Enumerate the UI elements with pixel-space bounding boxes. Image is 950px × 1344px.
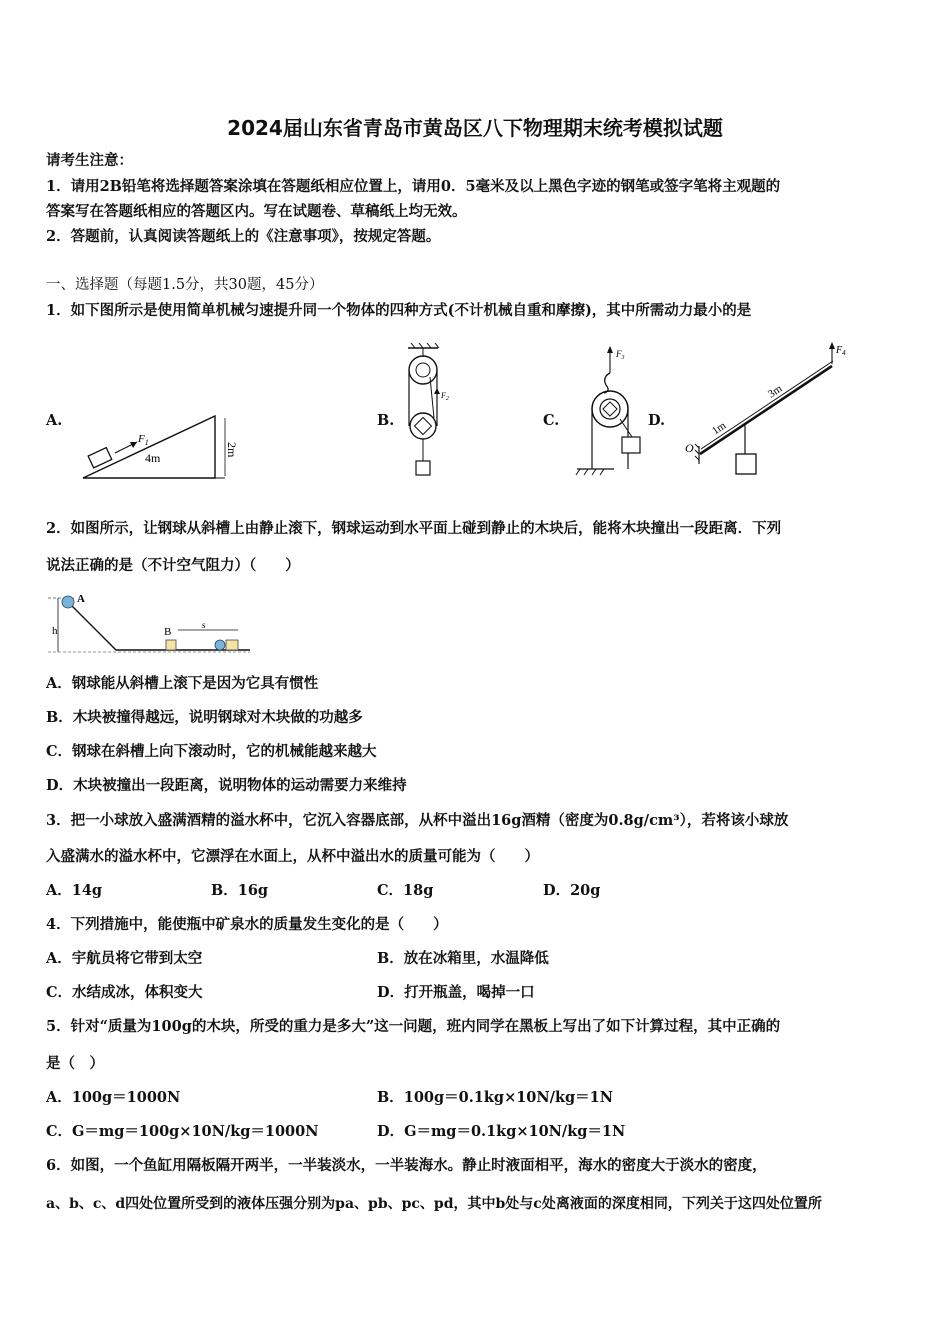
ball-a-label: A <box>77 593 85 605</box>
q4-option-b: B．放在冰箱里，水温降低 <box>377 950 549 967</box>
incline-block <box>88 448 112 468</box>
q1-stem: 1．如下图所示是使用简单机械匀速提升同一个物体的四种方式(不计机械自重和摩擦)，其中所需动力最小的是 <box>46 302 752 319</box>
short-arm-label: 1m <box>709 419 729 438</box>
q4-option-d: D．打开瓶盖，喝掉一口 <box>377 984 535 1001</box>
q2-stem: 2．如图所示，让钢球从斜槽上由静止滚下，钢球运动到水平面上碰到静止的木块后，能将木块撞出一段距离．下列 <box>46 520 782 537</box>
q4-stem: 4．下列措施中，能使瓶中矿泉水的质量发生变化的是（ ） <box>46 916 448 933</box>
q3-option-d: D．20g <box>543 882 601 899</box>
q2-option-c: C．钢球在斜槽上向下滚动时，它的机械能越来越大 <box>46 743 377 760</box>
steel-ball-a <box>62 596 74 608</box>
q2-figure-ramp <box>44 590 254 658</box>
q3-stem-cont: 入盛满水的溢水杯中，它漂浮在水面上，从杯中溢出水的质量可能为（ ） <box>46 848 539 865</box>
q1-label-a: A. <box>46 412 63 429</box>
q5-option-a: A．100g＝1000N <box>46 1089 181 1106</box>
q5-option-d: D．G＝mg＝0.1kg×10N/kg＝1N <box>377 1123 626 1140</box>
wood-block-b <box>166 640 176 650</box>
f1-label: $F_1$ <box>138 433 149 447</box>
pivot-label: O <box>685 441 694 455</box>
block-b-label: B <box>164 626 172 638</box>
q5-stem: 5．针对“质量为100g的木块，所受的重力是多大”这一问题，班内同学在黑板上写出了如下计算过程，其中正确的 <box>46 1018 781 1035</box>
q1-label-c: C. <box>543 412 560 429</box>
q3-option-c: C．18g <box>377 882 434 899</box>
q4-option-c: C．水结成冰，体积变大 <box>46 984 203 1001</box>
notice-item-1-cont: 答案写在答题纸相应的答题区内。写在试题卷、草稿纸上均无效。 <box>46 203 467 220</box>
lever-bar <box>700 366 832 454</box>
q1-figure-wheel-axle <box>572 343 652 478</box>
q3-stem: 3．把一小球放入盛满酒精的溢水杯中，它沉入容器底部，从杯中溢出16g酒精（密度为0.8g/cm³），若将该小球放 <box>46 812 789 829</box>
q3-option-a: A．14g <box>46 882 103 899</box>
q6-stem-cont: a、b、c、d四处位置所受到的液体压强分别为pa、pb、pc、pd，其中b处与c处离液面的深度相同，下列关于这四处位置所 <box>46 1196 822 1212</box>
f3-label: $F_3$ <box>616 349 625 361</box>
section-heading: 一、选择题（每题1.5分，共30题，45分） <box>46 277 324 293</box>
distance-label: s <box>202 620 206 630</box>
q2-option-a: A．钢球能从斜槽上滚下是因为它具有惯性 <box>46 675 319 692</box>
q2-stem-cont: 说法正确的是（不计空气阻力）（ ） <box>46 557 300 574</box>
hanging-weight <box>416 461 430 475</box>
q2-option-d: D．木块被撞出一段距离，说明物体的运动需要力来维持 <box>46 777 407 794</box>
q2-option-b: B．木块被撞得越远，说明钢球对木块做的功越多 <box>46 709 363 726</box>
incline-height-label: 2m <box>225 442 239 458</box>
incline-shape <box>83 416 215 478</box>
lever-weight <box>736 454 756 474</box>
f2-label: $F_2$ <box>441 391 449 402</box>
q5-option-c: C．G＝mg＝100g×10N/kg＝1000N <box>46 1123 319 1140</box>
notice-item-2: 2．答题前，认真阅读答题纸上的《注意事项》，按规定答题。 <box>46 228 441 245</box>
q4-option-a: A．宇航员将它带到太空 <box>46 950 203 967</box>
q1-figure-pulley-block <box>398 343 463 478</box>
wheel <box>592 391 628 427</box>
notice-heading: 请考生注意： <box>46 152 133 169</box>
incline-length-label: 4m <box>145 451 161 465</box>
q5-option-b: B．100g＝0.1kg×10N/kg＝1N <box>377 1089 613 1106</box>
q6-stem: 6．如图，一个鱼缸用隔板隔开两半，一半装淡水，一半装海水。静止时液面相平，海水的密度大于淡水的密度， <box>46 1157 767 1174</box>
page-title: 2024届山东省青岛市黄岛区八下物理期末统考模拟试题 <box>227 116 723 140</box>
q1-figure-lever <box>676 336 856 481</box>
wheel-weight <box>622 437 640 453</box>
q3-option-b: B．16g <box>211 882 269 899</box>
f4-label: $F_4$ <box>836 345 846 357</box>
q1-figure-incline <box>75 408 250 483</box>
q5-stem-cont: 是（ ） <box>46 1055 104 1072</box>
height-label: h <box>52 625 58 637</box>
q1-label-b: B. <box>377 412 395 429</box>
q1-label-d: D. <box>648 412 666 429</box>
fixed-pulley <box>409 356 437 384</box>
notice-item-1: 1．请用2B铅笔将选择题答案涂填在答题纸相应位置上，请用0．5毫米及以上黑色字迹的钢笔或签字笔将主观题的 <box>46 178 781 195</box>
long-arm-label: 3m <box>766 382 785 401</box>
